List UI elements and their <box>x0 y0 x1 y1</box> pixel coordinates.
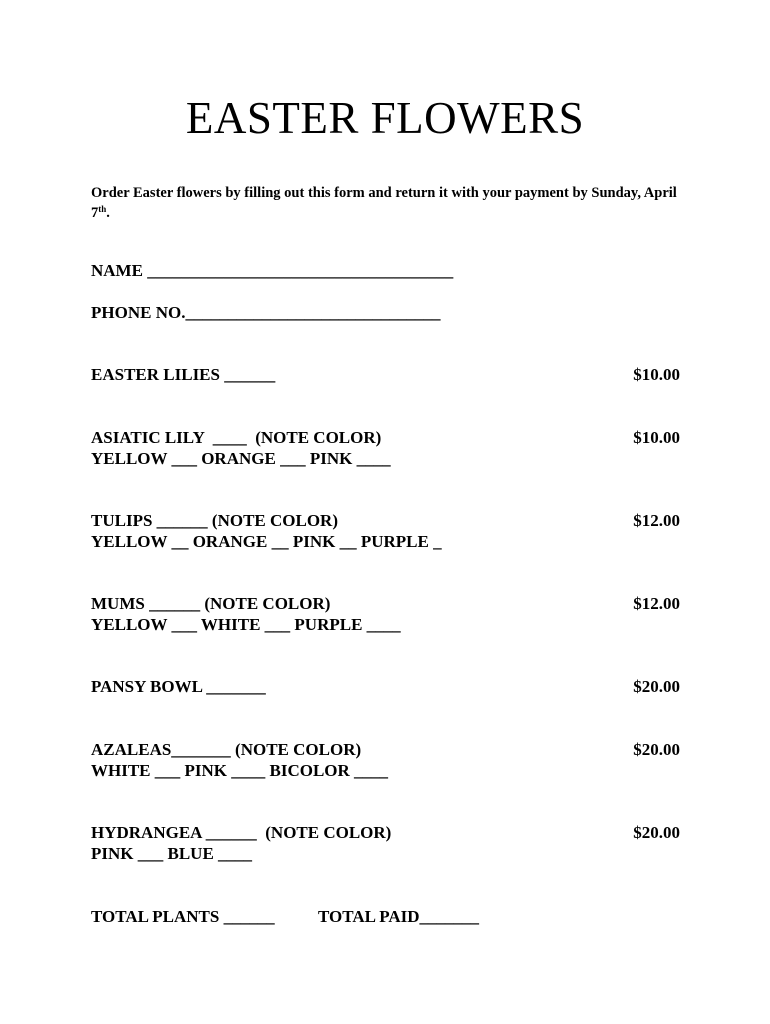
intro-superscript: th <box>98 204 107 214</box>
total-plants-field[interactable]: TOTAL PLANTS ______ <box>91 907 275 926</box>
item-pansy-bowl-line1[interactable]: PANSY BOWL _______ <box>91 677 266 696</box>
item-asiatic-lily-price: $10.00 <box>633 428 680 447</box>
item-mums-colors[interactable]: YELLOW ___ WHITE ___ PURPLE ____ <box>91 615 401 634</box>
item-asiatic-lily-line1[interactable]: ASIATIC LILY ____ (NOTE COLOR) <box>91 428 382 447</box>
item-tulips-line1[interactable]: TULIPS ______ (NOTE COLOR) <box>91 511 338 530</box>
intro-text: Order Easter flowers by filling out this form and return it with your payment by Sunday, April 7 <box>91 185 677 221</box>
page-title: EASTER FLOWERS <box>185 93 585 143</box>
item-hydrangea-colors[interactable]: PINK ___ BLUE ____ <box>91 844 253 863</box>
item-asiatic-lily-colors[interactable]: YELLOW ___ ORANGE ___ PINK ____ <box>91 449 391 468</box>
item-hydrangea-price: $20.00 <box>633 823 680 842</box>
name-field[interactable]: NAME ____________________________________ <box>91 261 454 280</box>
item-easter-lilies-line1[interactable]: EASTER LILIES ______ <box>91 365 276 384</box>
item-mums-line1[interactable]: MUMS ______ (NOTE COLOR) <box>91 594 331 613</box>
intro-end: . <box>106 205 110 221</box>
item-mums-price: $12.00 <box>633 594 680 613</box>
item-easter-lilies-price: $10.00 <box>633 365 680 384</box>
intro-paragraph <box>91 183 691 223</box>
item-azaleas-colors[interactable]: WHITE ___ PINK ____ BICOLOR ____ <box>91 761 389 780</box>
total-paid-field[interactable]: TOTAL PAID_______ <box>318 907 480 926</box>
item-tulips-price: $12.00 <box>633 511 680 530</box>
item-pansy-bowl-price: $20.00 <box>633 677 680 696</box>
item-tulips-colors[interactable]: YELLOW __ ORANGE __ PINK __ PURPLE _ <box>91 532 442 551</box>
item-hydrangea-line1[interactable]: HYDRANGEA ______ (NOTE COLOR) <box>91 823 392 842</box>
item-azaleas-price: $20.00 <box>633 740 680 759</box>
phone-field[interactable]: PHONE NO.______________________________ <box>91 303 441 322</box>
item-azaleas-line1[interactable]: AZALEAS_______ (NOTE COLOR) <box>91 740 362 759</box>
